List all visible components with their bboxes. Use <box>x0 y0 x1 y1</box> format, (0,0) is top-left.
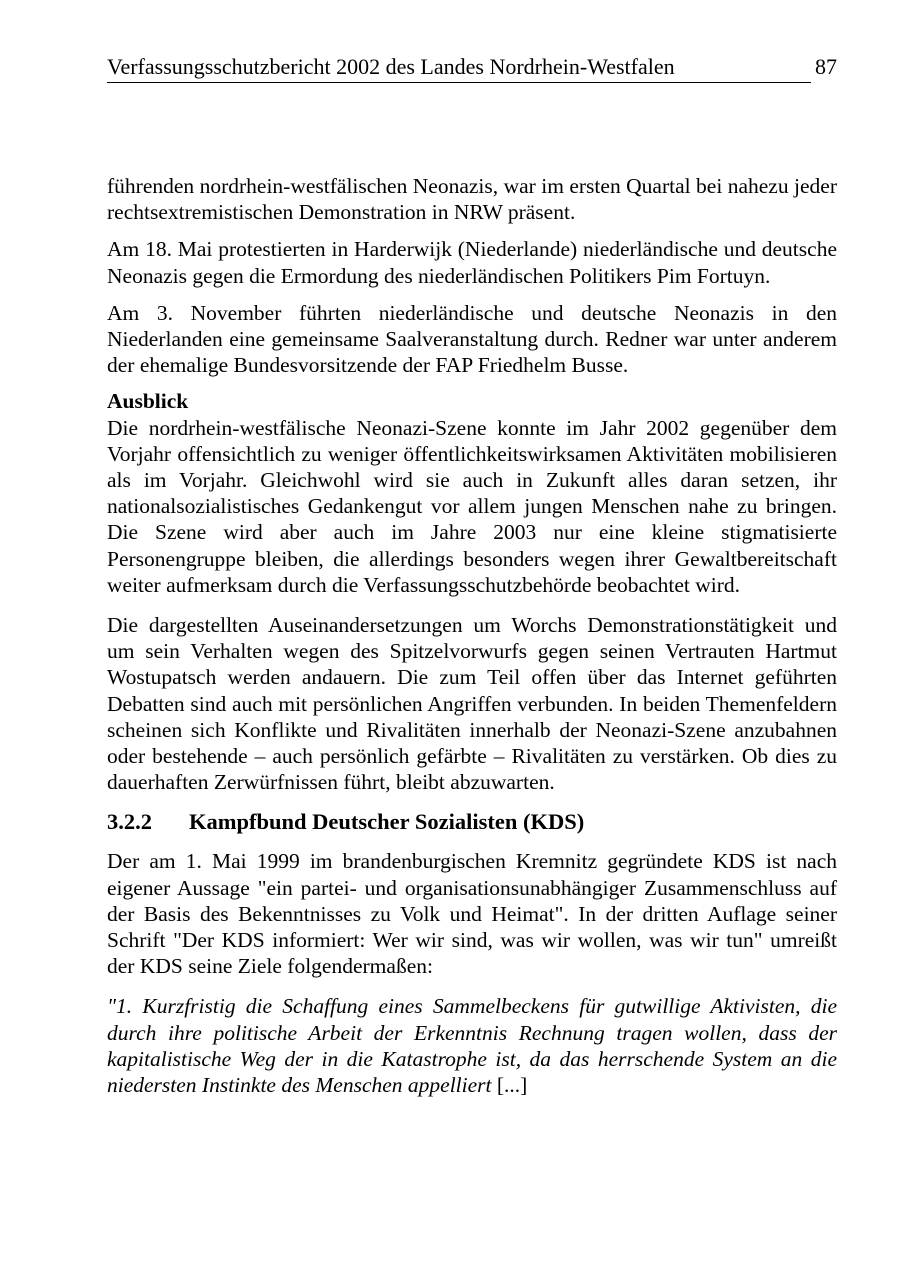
section-number: 3.2.2 <box>107 809 152 835</box>
paragraph-november: Am 3. November führten niederländische und deutsche Neonazis in den Niederlanden eine gemeinsame Saalveranstaltung durch. Redner war unter anderem der ehemalige Bundesvorsitzende der FAP Friedhelm Busse. <box>107 300 837 378</box>
section-paragraph: Der am 1. Mai 1999 im brandenburgischen Kremnitz gegründete KDS ist nach eigener Aussage "ein partei- und organisationsunabhängiger Zusammenschluss auf der Basis des Bekenntnisses zu Volk und Heimat". In der dritten Auflage seiner Schrift "Der KDS informiert: Wer wir sind, was wir wollen, was wir tun" umreißt der KDS seine Ziele folgendermaßen: <box>107 849 837 979</box>
ausblick-paragraph-2: Die dargestellten Auseinandersetzungen um Worchs Demonstrationstätigkeit und um sein Verhalten wegen des Spitzelvorwurfs gegen seinen Vertrauten Hartmut Wostupatsch werden andauern. Die zum Teil offen über das Internet geführten Debatten sind auch mit persönlichen Angriffen verbunden. In beiden Themenfeldern scheinen sich Konflikte und Rivalitäten innerhalb der Neonazi-Szene anzubahnen oder bestehende – auch persönlich gefärbte – Rivalitäten zu verstärken. Ob dies zu dauerhaften Zerwürfnissen führt, bleibt abzuwarten. <box>107 613 837 795</box>
page-body <box>107 173 837 1098</box>
section-title: Kampfbund Deutscher Sozialisten (KDS) <box>189 809 585 835</box>
ausblick-heading: Ausblick <box>107 389 189 414</box>
paragraph-harderwijk: Am 18. Mai protestierten in Harderwijk (Niederlande) niederländische und deutsche Neonazis gegen die Ermordung des niederländischen Politikers Pim Fortuyn. <box>107 237 837 288</box>
running-header <box>107 50 837 84</box>
section-heading <box>107 807 837 837</box>
quote-text: "1. Kurzfristig die Schaffung eines Sammelbeckens für gutwillige Aktivisten, die durch ihre politische Arbeit der Erkenntnis Rechnung tragen wollen, dass der kapitalistische Weg der in die Katastrophe ist, da das herrschende System an die niedersten Instinkte des Menschen appelliert <box>107 994 837 1098</box>
quote-ellipsis: [...] <box>496 1073 528 1098</box>
header-title: Verfassungsschutzbericht 2002 des Landes Nordrhein-Westfalen <box>107 54 675 79</box>
page-number: 87 <box>815 54 837 79</box>
paragraph-continuation: führenden nordrhein-westfälischen Neonazis, war im ersten Quartal bei nahezu jeder rechtsextremistischen Demonstration in NRW präsent. <box>107 174 837 225</box>
quote-paragraph <box>107 993 837 1098</box>
header-rule <box>107 82 811 83</box>
ausblick-paragraph-1: Die nordrhein-westfälische Neonazi-Szene konnte im Jahr 2002 gegenüber dem Vorjahr offensichtlich zu weniger öffentlichkeitswirksamen Aktivitäten mobilisieren als im Vorjahr. Gleichwohl wird sie auch in Zukunft alles daran setzen, ihr nationalsozialistisches Gedankengut vor allem jungen Menschen nahe zu bringen. Die Szene wird aber auch im Jahre 2003 nur eine kleine stigmatisierte Personengruppe bleiben, die allerdings besonders wegen ihrer Gewaltbereitschaft weiter aufmerksam durch die Verfassungsschutzbehörde beobachtet wird. <box>107 415 837 597</box>
